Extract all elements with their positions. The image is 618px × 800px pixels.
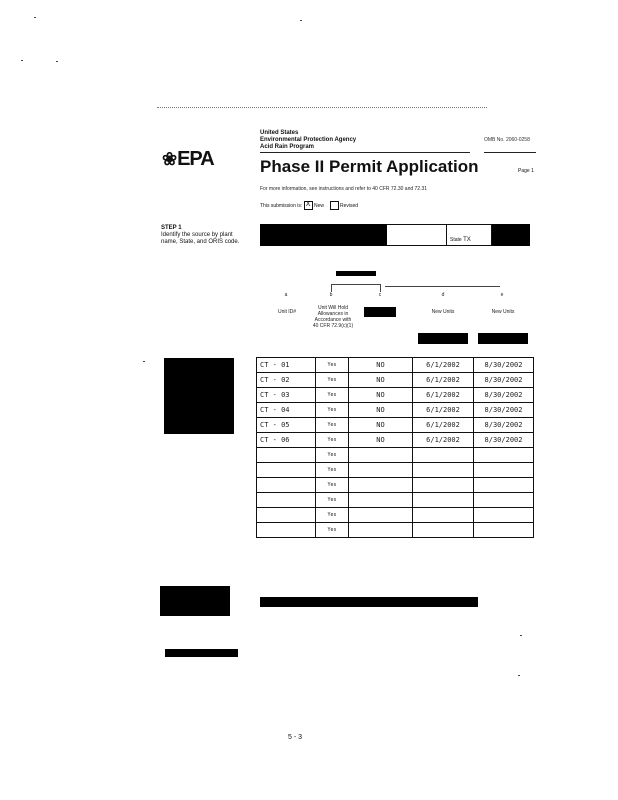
cell-hold: Yes (316, 523, 349, 538)
logo-text: EPA (177, 148, 214, 170)
cell-unit: CT - 06 (257, 433, 316, 448)
table-row (257, 523, 534, 538)
cell-unit: CT - 04 (257, 403, 316, 418)
page-label: Page 1 (518, 168, 534, 174)
cell-hold: Yes (316, 388, 349, 403)
state-value: TX (463, 237, 471, 243)
cell-d (413, 463, 474, 478)
scan-noise-line (157, 107, 487, 109)
cell-e: 8/30/2002 (474, 388, 534, 403)
cell-e: 8/30/2002 (474, 418, 534, 433)
cell-hold: Yes (316, 493, 349, 508)
cell-e (474, 523, 534, 538)
scan-speck (56, 61, 58, 62)
cell-unit (257, 508, 316, 523)
redacted-bottom-bar (165, 649, 238, 657)
cell-unit: CT - 02 (257, 373, 316, 388)
column-header-d: New Units (431, 309, 455, 315)
column-header-a: Unit ID# (277, 309, 297, 315)
cell-c (349, 448, 413, 463)
agency-block (260, 130, 356, 151)
state-label: State (450, 237, 462, 243)
scan-speck (21, 60, 23, 61)
cell-hold: Yes (316, 373, 349, 388)
cell-e: 8/30/2002 (474, 373, 534, 388)
agency-line: Environmental Protection Agency (260, 137, 357, 143)
page-title: Phase II Permit Application (260, 157, 479, 176)
cell-c (349, 463, 413, 478)
submission-label: This submission is: (260, 202, 303, 209)
column-letter-e: e (500, 292, 504, 298)
cell-c (349, 508, 413, 523)
cell-unit: CT - 01 (257, 358, 316, 373)
divider (484, 152, 536, 153)
cell-d (413, 523, 474, 538)
agency-line: United States (260, 130, 299, 136)
cell-d: 6/1/2002 (413, 403, 474, 418)
scan-speck (518, 675, 520, 676)
table-row (257, 418, 534, 433)
epa-logo (162, 148, 214, 171)
table-row (257, 478, 534, 493)
scan-speck (520, 635, 522, 636)
cell-c: NO (349, 403, 413, 418)
cell-c: NO (349, 433, 413, 448)
column-letter-a: a (284, 292, 288, 298)
redacted-oris-code (492, 224, 530, 246)
column-bracket (331, 284, 381, 292)
table-row (257, 403, 534, 418)
cell-d: 6/1/2002 (413, 388, 474, 403)
divider (260, 152, 470, 153)
state-field (447, 224, 492, 246)
redacted-step-2-label (164, 358, 234, 434)
revised-label: Revised (339, 202, 359, 209)
new-checkbox[interactable]: X (304, 201, 313, 210)
omb-number: OMB No. 2060-0258 (484, 137, 530, 143)
epa-flower-icon: ❀ (162, 149, 177, 169)
agency-line: Acid Rain Program (260, 144, 315, 150)
cell-d (413, 493, 474, 508)
cell-unit (257, 463, 316, 478)
cell-e (474, 508, 534, 523)
cell-c: NO (349, 418, 413, 433)
cell-hold: Yes (316, 448, 349, 463)
redacted-column-header-c (364, 307, 396, 317)
cell-unit (257, 493, 316, 508)
cell-unit (257, 478, 316, 493)
cell-d (413, 508, 474, 523)
cell-e (474, 448, 534, 463)
table-row (257, 388, 534, 403)
cell-hold: Yes (316, 358, 349, 373)
column-header-b: Unit Will Hold Allowances in Accordance with 40 CFR 72.9(c)(1) (312, 305, 354, 329)
redacted-header (336, 271, 376, 276)
scan-speck (34, 17, 36, 18)
column-bracket (385, 286, 500, 287)
cell-d (413, 448, 474, 463)
cell-d: 6/1/2002 (413, 358, 474, 373)
revised-checkbox[interactable] (330, 201, 339, 210)
source-field (387, 224, 447, 246)
table-row (257, 433, 534, 448)
cell-e: 8/30/2002 (474, 433, 534, 448)
redacted-step-3-label (160, 586, 230, 616)
cell-unit: CT - 05 (257, 418, 316, 433)
cell-hold: Yes (316, 478, 349, 493)
redacted-step-3-text (260, 597, 478, 607)
cell-d: 6/1/2002 (413, 418, 474, 433)
table-row (257, 448, 534, 463)
step-1 (161, 225, 241, 246)
page-number: 5 - 3 (288, 734, 303, 741)
cell-hold: Yes (316, 418, 349, 433)
instructions: For more information, see instructions and refer to 40 CFR 72.30 and 72.31 (260, 186, 428, 192)
step-heading: STEP 1 (161, 225, 182, 231)
column-letter-b: b (329, 292, 333, 298)
table-row (257, 463, 534, 478)
scan-speck (300, 20, 302, 21)
cell-hold: Yes (316, 433, 349, 448)
scan-speck (143, 361, 145, 362)
table-row (257, 493, 534, 508)
redacted-plant-name (260, 224, 387, 246)
cell-unit: CT - 03 (257, 388, 316, 403)
cell-c: NO (349, 388, 413, 403)
cell-e (474, 463, 534, 478)
cell-c (349, 493, 413, 508)
cell-c: NO (349, 373, 413, 388)
cell-unit (257, 448, 316, 463)
cell-d: 6/1/2002 (413, 373, 474, 388)
redacted-subheader-d (418, 333, 468, 344)
cell-hold: Yes (316, 463, 349, 478)
cell-hold: Yes (316, 403, 349, 418)
cell-e: 8/30/2002 (474, 358, 534, 373)
column-letter-c: c (378, 292, 382, 298)
table-row (257, 508, 534, 523)
cell-unit (257, 523, 316, 538)
cell-hold: Yes (316, 508, 349, 523)
submission-type (260, 201, 358, 210)
cell-e (474, 478, 534, 493)
cell-c: NO (349, 358, 413, 373)
table-row (257, 373, 534, 388)
cell-c (349, 478, 413, 493)
cell-c (349, 523, 413, 538)
table-row (257, 358, 534, 373)
cell-d: 6/1/2002 (413, 433, 474, 448)
new-label: New (314, 202, 325, 209)
units-table (256, 357, 534, 538)
column-letter-d: d (441, 292, 445, 298)
redacted-subheader-e (478, 333, 528, 344)
column-header-e: New Units (491, 309, 515, 315)
cell-d (413, 478, 474, 493)
step-text: Identify the source by plant name, State, and ORIS code. (161, 232, 240, 245)
cell-e: 8/30/2002 (474, 403, 534, 418)
cell-e (474, 493, 534, 508)
